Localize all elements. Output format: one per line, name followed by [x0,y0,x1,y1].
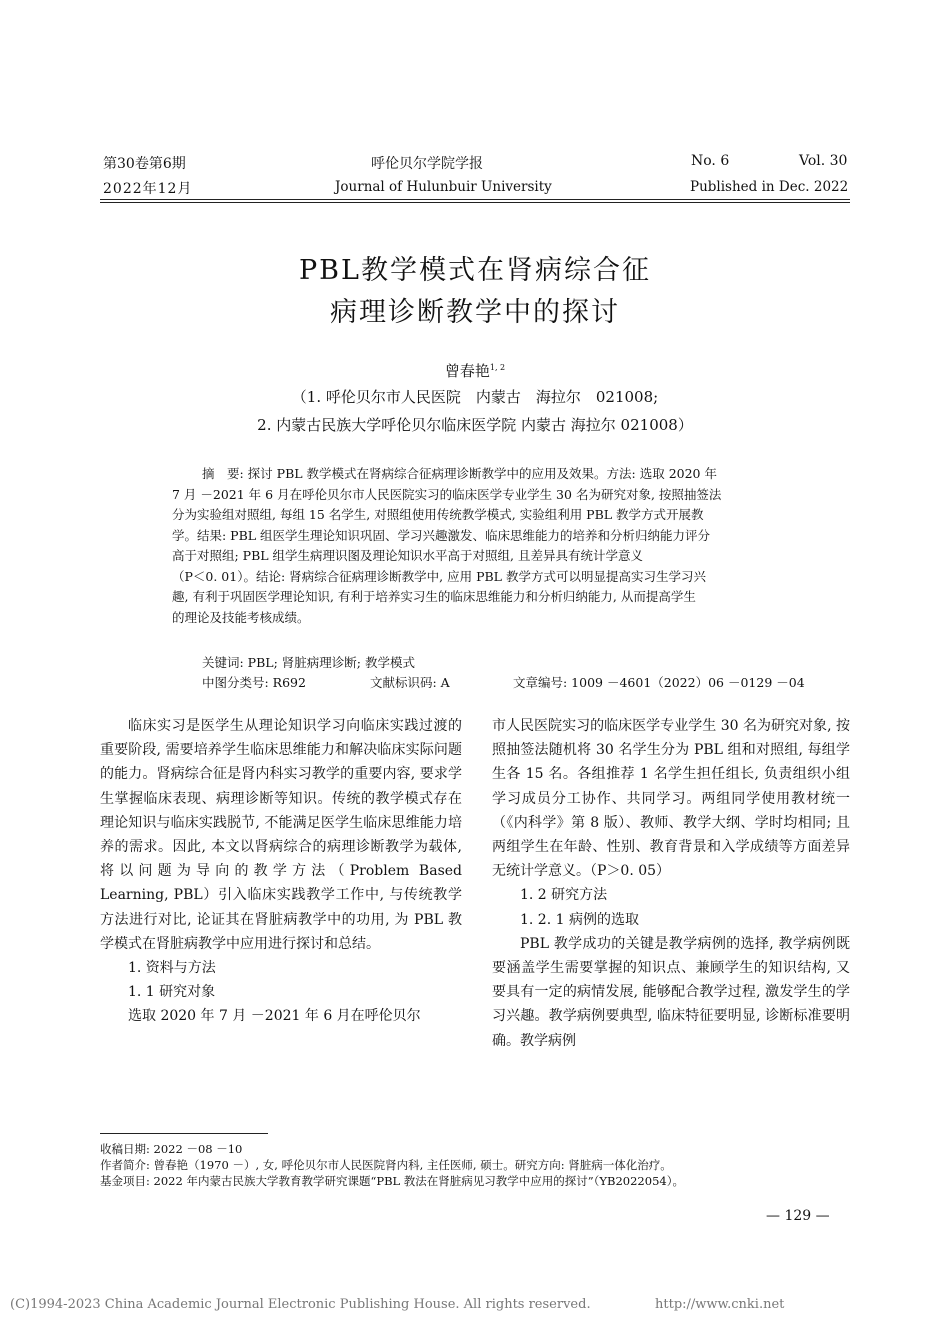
abstract-line: 趣, 有利于巩固医学理论知识, 有利于培养实习生的临床思维能力和分析归纳能力, 从而提高学生 [172,589,696,604]
copyright-notice: (C)1994-2023 China Academic Journal Electronic Publishing House. All rights reserved. [10,1297,591,1312]
clc-number: 中图分类号: R692 [202,675,306,690]
abstract-line: （P＜0. 01）。结论: 肾病综合征病理诊断教学中, 应用 PBL 教学方式可以明显提高实习生学习兴 [172,568,706,584]
section-heading: 1. 资料与方法 [128,960,216,977]
website-link[interactable]: http://www.cnki.net [655,1297,785,1312]
body-paragraph: 临床实习是医学生从理论知识学习向临床实践过渡的重要阶段, 需要培养学生临床思维能力和解决临床实际问题的能力。肾病综合征是肾内科实习教学的重要内容, 要求学生掌握临床表现、病理诊断等知识。传统的教学模式存在理论知识与临床实践脱节, 不能满足医学生临床思维能力培养的需求。因此, 本文以肾病综合的病理诊断教学为载体, 将以问题为导向的教学方法（Problem Based Learning, PBL）引入临床实践教学工作中, 与传统教学方法进行对比, 论证其在肾脏病教学中的功用, 为 PBL 教学模式在肾脏病教学中应用进行探讨和总结。 [100,718,462,952]
document-code: 文献标识码: A [370,675,450,690]
subsection-heading: 1. 1 研究对象 [128,984,216,1001]
header-rule-bottom [100,202,850,203]
header-date-cn: 2022年12月 [103,181,193,197]
article-title-line1: PBL教学模式在肾病综合征 [299,255,651,286]
abstract-line: 分为实验组对照组, 每组 15 名学生, 对照组使用传统教学模式, 实验组利用 PBL 教学方式开展教 [172,507,704,522]
body-paragraph: PBL 教学成功的关键是教学病例的选择, 教学病例既要涵盖学生需要掌握的知识点、兼顾学生的知识结构, 又要具有一定的病情发展, 能够配合教学过程, 激发学生的学习兴趣。教学病例要典型, 临床特征要明显, 诊断标准要明确。教学病例 [492,935,850,1049]
affiliation-line2: 2. 内蒙古民族大学呼伦贝尔临床医学院 内蒙古 海拉尔 021008） [257,416,693,434]
page-number: — 129 — [766,1208,830,1224]
header-no: No. 6 [691,153,730,169]
subsection-heading: 1. 2 研究方法 [520,887,608,904]
article-title-line2: 病理诊断教学中的探讨 [330,297,620,328]
footnote-funding: 基金项目: 2022 年内蒙古民族大学教育教学研究课题“PBL 教法在肾脏病见习教学中应用的探讨”（YB2022054）。 [100,1174,684,1188]
header-journal-en: Journal of Hulunbuir University [335,179,552,195]
keywords: 关键词: PBL; 肾脏病理诊断; 教学模式 [202,655,415,670]
header-rule-top [100,199,850,200]
footnote-rule [100,1133,268,1134]
body-paragraph: 市人民医院实习的临床医学专业学生 30 名为研究对象, 按照抽签法随机将 30 名学生分为 PBL 组和对照组, 每组学生各 15 名。各组推荐 1 名学生担任组长, 负责组织小组学习成员分工协作、共同学习。两组同学使用教材统一（《内科学》第 8 版）、教师、教学大纲、学时均相同; 且两组学生在年龄、性别、教育背景和入学成绩等方面差异无统计学意义。（P＞0. 05） [492,718,850,880]
author [0,360,950,381]
abstract-line: 摘 要: 探讨 PBL 教学模式在肾病综合征病理诊断教学中的应用及效果。方法: 选取 2020 年 [202,466,717,481]
header-volume-issue: 第30卷第6期 [103,156,186,172]
header-vol: Vol. 30 [799,153,848,169]
header-published-en: Published in Dec. 2022 [690,179,849,195]
subsubsection-heading: 1. 2. 1 病例的选取 [520,911,639,928]
abstract [172,464,778,628]
left-column [100,714,462,1029]
article-number: 文章编号: 1009 －4601（2022）06 －0129 －04 [513,675,805,690]
author-affil-sup: 1, 2 [489,363,506,372]
abstract-line: 7 月 －2021 年 6 月在呼伦贝尔市人民医院实习的临床医学专业学生 30 名为研究对象, 按照抽签法 [172,486,722,502]
footnote-received: 收稿日期: 2022 －08 －10 [100,1142,243,1156]
affiliation-line1: （1. 呼伦贝尔市人民医院 内蒙古 海拉尔 021008; [291,388,659,406]
footnote-author-bio: 作者简介: 曾春艳（1970 －）, 女, 呼伦贝尔市人民医院肾内科, 主任医师, 硕士。研究方向: 肾脏病一体化治疗。 [100,1158,672,1172]
abstract-line: 的理论及技能考核成绩。 [172,609,310,625]
header-journal-cn: 呼伦贝尔学院学报 [371,156,483,172]
abstract-line: 高于对照组; PBL 组学生病理识图及理论知识水平高于对照组, 且差异具有统计学意义 [172,548,644,563]
right-column [492,714,850,1053]
abstract-line: 学。结果: PBL 组医学生理论知识巩固、学习兴趣激发、临床思维能力的培养和分析归纳能力评分 [172,527,711,543]
body-paragraph: 选取 2020 年 7 月 －2021 年 6 月在呼伦贝尔 [128,1008,421,1025]
author-name: 曾春艳 [444,362,490,380]
